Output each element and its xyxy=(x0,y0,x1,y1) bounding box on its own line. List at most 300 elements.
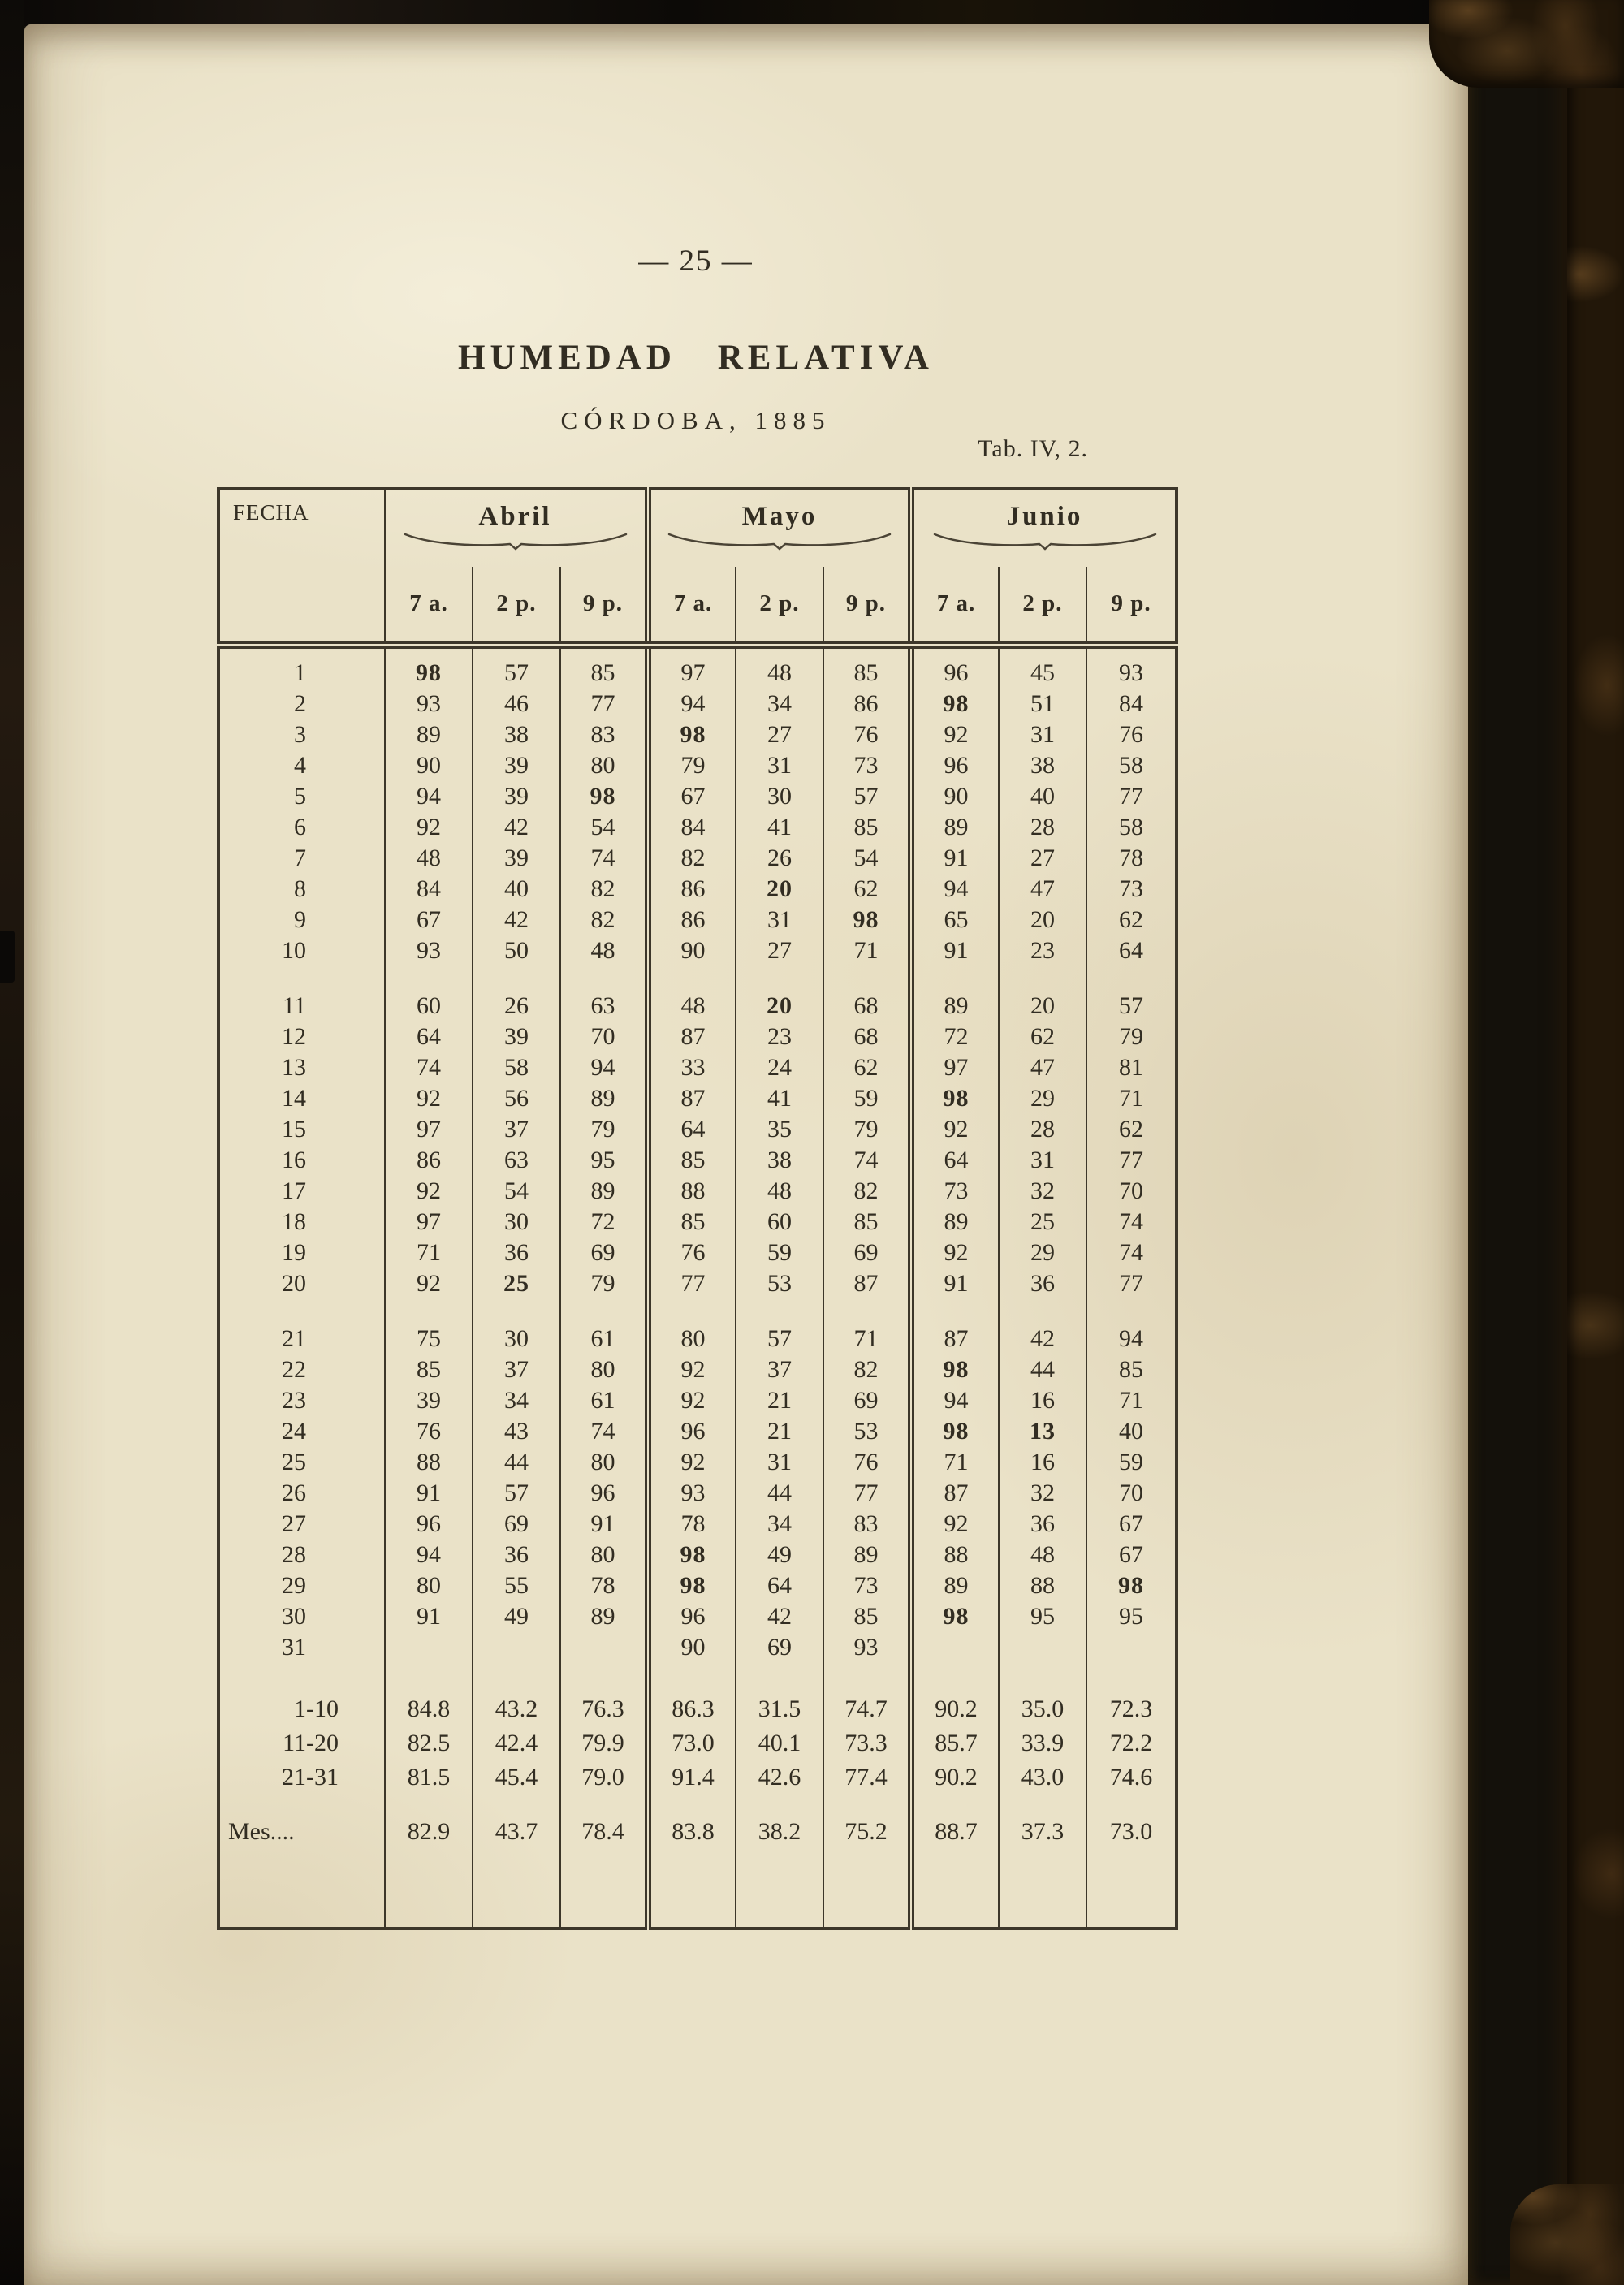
value-cell: 84 xyxy=(385,874,473,905)
value-cell: 85 xyxy=(648,1145,736,1176)
value-cell: 98 xyxy=(648,719,736,750)
value-cell: 77 xyxy=(1086,781,1177,812)
value-cell: 25 xyxy=(473,1268,560,1299)
table-row xyxy=(218,1478,1177,1509)
value-cell xyxy=(999,1632,1086,1663)
value-cell: 69 xyxy=(823,1385,911,1416)
value-cell: 36 xyxy=(473,1540,560,1570)
value-cell: 73 xyxy=(1086,874,1177,905)
value-cell xyxy=(560,1663,648,1692)
value-cell: 62 xyxy=(823,1052,911,1083)
value-cell: 44 xyxy=(999,1354,1086,1385)
value-cell: 92 xyxy=(911,1509,999,1540)
value-cell: 34 xyxy=(473,1385,560,1416)
value-cell xyxy=(473,1795,560,1812)
value-cell xyxy=(473,1299,560,1324)
row-label: 24 xyxy=(282,1418,306,1445)
row-label: 27 xyxy=(282,1510,306,1537)
value-cell xyxy=(385,1851,473,1929)
value-cell xyxy=(823,1851,911,1929)
value-cell: 73 xyxy=(911,1176,999,1207)
value-cell: 96 xyxy=(911,750,999,781)
row-label: 22 xyxy=(282,1356,306,1383)
value-cell xyxy=(823,1299,911,1324)
row-label xyxy=(218,1299,385,1324)
value-cell: 79 xyxy=(823,1114,911,1145)
value-cell: 61 xyxy=(560,1324,648,1354)
value-cell: 50 xyxy=(473,935,560,966)
value-cell: 67 xyxy=(1086,1540,1177,1570)
value-cell xyxy=(736,966,823,991)
value-cell xyxy=(560,1851,648,1929)
time-header: 2 p. xyxy=(736,567,823,645)
value-cell: 83 xyxy=(823,1509,911,1540)
row-label: 25 xyxy=(282,1449,306,1475)
value-cell xyxy=(823,966,911,991)
value-cell: 81 xyxy=(1086,1052,1177,1083)
value-cell xyxy=(911,1663,999,1692)
value-cell: 31 xyxy=(999,1145,1086,1176)
value-cell: 45 xyxy=(999,658,1086,689)
row-label: 2 xyxy=(294,690,306,717)
value-cell: 41 xyxy=(736,1083,823,1114)
value-cell: 59 xyxy=(1086,1447,1177,1478)
value-cell: 78 xyxy=(1086,843,1177,874)
row-label: 16 xyxy=(282,1147,306,1173)
row-label: 20 xyxy=(282,1270,306,1297)
table-row xyxy=(218,1114,1177,1145)
value-cell: 23 xyxy=(999,935,1086,966)
value-cell: 63 xyxy=(473,1145,560,1176)
value-cell xyxy=(473,1663,560,1692)
value-cell: 30 xyxy=(736,781,823,812)
table-row xyxy=(218,658,1177,689)
value-cell xyxy=(911,1851,999,1929)
value-cell: 98 xyxy=(385,658,473,689)
value-cell: 90 xyxy=(648,935,736,966)
value-cell: 93 xyxy=(648,1478,736,1509)
month-brace xyxy=(402,532,629,551)
value-cell: 58 xyxy=(1086,750,1177,781)
value-cell: 25 xyxy=(999,1207,1086,1238)
value-cell: 93 xyxy=(823,1632,911,1663)
value-cell: 69 xyxy=(823,1238,911,1268)
value-cell xyxy=(911,1795,999,1812)
value-cell: 39 xyxy=(473,843,560,874)
value-cell xyxy=(1086,645,1177,658)
value-cell xyxy=(473,645,560,658)
table-row xyxy=(218,689,1177,719)
value-cell: 90.2 xyxy=(911,1760,999,1795)
value-cell: 40 xyxy=(473,874,560,905)
value-cell: 70 xyxy=(560,1022,648,1052)
value-cell: 91 xyxy=(911,1268,999,1299)
value-cell: 79 xyxy=(1086,1022,1177,1052)
value-cell: 94 xyxy=(911,1385,999,1416)
value-cell: 76 xyxy=(823,719,911,750)
value-cell: 78 xyxy=(648,1509,736,1540)
value-cell xyxy=(736,1299,823,1324)
value-cell: 90.2 xyxy=(911,1692,999,1726)
binding-clip xyxy=(0,931,15,983)
value-cell: 93 xyxy=(385,935,473,966)
month-header-abril xyxy=(385,489,648,567)
value-cell xyxy=(560,1795,648,1812)
table-row xyxy=(218,1692,1177,1726)
value-cell: 42 xyxy=(999,1324,1086,1354)
value-cell: 92 xyxy=(648,1354,736,1385)
month-brace xyxy=(666,532,893,551)
value-cell: 36 xyxy=(999,1509,1086,1540)
value-cell: 20 xyxy=(736,991,823,1022)
page-number: — 25 — xyxy=(638,244,754,278)
value-cell: 77 xyxy=(648,1268,736,1299)
value-cell: 89 xyxy=(823,1540,911,1570)
value-cell: 83.8 xyxy=(648,1812,736,1851)
humidity-table xyxy=(217,487,1178,1930)
value-cell xyxy=(648,1663,736,1692)
value-cell: 82 xyxy=(823,1176,911,1207)
row-label: 28 xyxy=(282,1541,306,1568)
value-cell: 48 xyxy=(385,843,473,874)
value-cell: 91.4 xyxy=(648,1760,736,1795)
value-cell: 95 xyxy=(560,1145,648,1176)
value-cell: 32 xyxy=(999,1478,1086,1509)
month-name: Abril xyxy=(478,502,552,531)
value-cell: 91 xyxy=(385,1478,473,1509)
value-cell: 92 xyxy=(911,719,999,750)
value-cell: 95 xyxy=(999,1601,1086,1632)
value-cell: 29 xyxy=(999,1238,1086,1268)
value-cell: 80 xyxy=(648,1324,736,1354)
table-row xyxy=(218,781,1177,812)
value-cell: 29 xyxy=(999,1083,1086,1114)
book-page-edges xyxy=(1468,21,1569,2285)
table-row xyxy=(218,1509,1177,1540)
value-cell xyxy=(911,645,999,658)
value-cell: 89 xyxy=(560,1601,648,1632)
row-label: 1 xyxy=(294,659,306,686)
value-cell: 65 xyxy=(911,905,999,935)
value-cell: 54 xyxy=(560,812,648,843)
row-label: 14 xyxy=(282,1085,306,1112)
value-cell: 91 xyxy=(911,935,999,966)
value-cell: 87 xyxy=(911,1478,999,1509)
value-cell: 74 xyxy=(823,1145,911,1176)
value-cell: 64 xyxy=(911,1145,999,1176)
value-cell: 31.5 xyxy=(736,1692,823,1726)
value-cell: 30 xyxy=(473,1207,560,1238)
value-cell: 71 xyxy=(911,1447,999,1478)
value-cell: 39 xyxy=(473,750,560,781)
value-cell: 63 xyxy=(560,991,648,1022)
book-cover-corner-top-right xyxy=(1429,0,1624,88)
value-cell: 24 xyxy=(736,1052,823,1083)
value-cell: 92 xyxy=(911,1114,999,1145)
humidity-table-wrapper xyxy=(217,487,1178,1930)
value-cell: 82 xyxy=(560,905,648,935)
value-cell: 76.3 xyxy=(560,1692,648,1726)
value-cell: 92 xyxy=(648,1385,736,1416)
value-cell: 74 xyxy=(1086,1207,1177,1238)
value-cell: 98 xyxy=(823,905,911,935)
value-cell: 76 xyxy=(1086,719,1177,750)
value-cell: 79 xyxy=(560,1268,648,1299)
value-cell xyxy=(648,645,736,658)
value-cell: 85 xyxy=(823,812,911,843)
row-label: 11 xyxy=(283,992,306,1019)
value-cell: 80 xyxy=(560,1354,648,1385)
value-cell xyxy=(999,966,1086,991)
value-cell: 36 xyxy=(473,1238,560,1268)
value-cell: 85 xyxy=(560,658,648,689)
value-cell: 49 xyxy=(473,1601,560,1632)
value-cell: 94 xyxy=(385,781,473,812)
value-cell: 42.6 xyxy=(736,1760,823,1795)
table-head xyxy=(218,489,1177,645)
value-cell: 27 xyxy=(736,935,823,966)
value-cell: 42 xyxy=(736,1601,823,1632)
value-cell: 57 xyxy=(473,1478,560,1509)
value-cell: 81.5 xyxy=(385,1760,473,1795)
book-cover-right xyxy=(1567,0,1624,2285)
value-cell: 40.1 xyxy=(736,1726,823,1760)
row-label: 18 xyxy=(282,1208,306,1235)
value-cell: 57 xyxy=(736,1324,823,1354)
month-brace xyxy=(931,532,1159,551)
table-row xyxy=(218,1601,1177,1632)
value-cell: 88 xyxy=(999,1570,1086,1601)
value-cell: 79.0 xyxy=(560,1760,648,1795)
value-cell: 44 xyxy=(736,1478,823,1509)
value-cell: 48 xyxy=(560,935,648,966)
value-cell: 39 xyxy=(385,1385,473,1416)
value-cell: 42 xyxy=(473,812,560,843)
value-cell xyxy=(560,966,648,991)
value-cell: 92 xyxy=(385,812,473,843)
value-cell: 51 xyxy=(999,689,1086,719)
value-cell: 85 xyxy=(823,1207,911,1238)
document-subtitle: CÓRDOBA, 1885 xyxy=(560,406,831,434)
value-cell: 37 xyxy=(473,1354,560,1385)
document-title: HUMEDAD RELATIVA xyxy=(458,339,934,377)
table-row xyxy=(218,874,1177,905)
value-cell: 68 xyxy=(823,991,911,1022)
value-cell: 77 xyxy=(1086,1268,1177,1299)
value-cell: 94 xyxy=(560,1052,648,1083)
value-cell: 39 xyxy=(473,1022,560,1052)
value-cell: 20 xyxy=(999,905,1086,935)
value-cell: 97 xyxy=(648,658,736,689)
value-cell: 23 xyxy=(736,1022,823,1052)
value-cell: 40 xyxy=(1086,1416,1177,1447)
value-cell xyxy=(911,1632,999,1663)
value-cell: 91 xyxy=(560,1509,648,1540)
table-row xyxy=(218,719,1177,750)
value-cell: 71 xyxy=(1086,1083,1177,1114)
value-cell xyxy=(385,645,473,658)
value-cell: 73 xyxy=(823,1570,911,1601)
table-row xyxy=(218,1416,1177,1447)
row-label xyxy=(218,966,385,991)
value-cell: 89 xyxy=(560,1176,648,1207)
value-cell: 16 xyxy=(999,1385,1086,1416)
row-label: 4 xyxy=(294,752,306,779)
value-cell: 30 xyxy=(473,1324,560,1354)
value-cell: 77 xyxy=(560,689,648,719)
value-cell xyxy=(648,1795,736,1812)
value-cell xyxy=(560,645,648,658)
value-cell: 89 xyxy=(560,1083,648,1114)
table-row xyxy=(218,1760,1177,1795)
value-cell: 96 xyxy=(648,1416,736,1447)
value-cell: 87 xyxy=(648,1083,736,1114)
value-cell: 21 xyxy=(736,1385,823,1416)
value-cell: 69 xyxy=(736,1632,823,1663)
value-cell: 38 xyxy=(473,719,560,750)
value-cell: 93 xyxy=(385,689,473,719)
value-cell: 61 xyxy=(560,1385,648,1416)
value-cell: 60 xyxy=(736,1207,823,1238)
table-row xyxy=(218,1299,1177,1324)
value-cell: 98 xyxy=(911,1416,999,1447)
book-cover-top xyxy=(0,0,1624,26)
value-cell: 31 xyxy=(736,905,823,935)
table-row xyxy=(218,1795,1177,1812)
value-cell: 89 xyxy=(911,1570,999,1601)
value-cell: 20 xyxy=(999,991,1086,1022)
value-cell xyxy=(385,1632,473,1663)
value-cell: 72.2 xyxy=(1086,1726,1177,1760)
value-cell: 71 xyxy=(385,1238,473,1268)
value-cell: 79 xyxy=(648,750,736,781)
value-cell: 41 xyxy=(736,812,823,843)
row-label: 13 xyxy=(282,1054,306,1081)
value-cell xyxy=(385,966,473,991)
value-cell: 74 xyxy=(385,1052,473,1083)
value-cell: 71 xyxy=(823,935,911,966)
value-cell xyxy=(999,1299,1086,1324)
value-cell xyxy=(473,1632,560,1663)
value-cell xyxy=(999,1663,1086,1692)
value-cell: 35.0 xyxy=(999,1692,1086,1726)
row-label: Mes.... xyxy=(228,1818,295,1845)
value-cell: 71 xyxy=(1086,1385,1177,1416)
time-header: 9 p. xyxy=(560,567,648,645)
value-cell: 62 xyxy=(1086,905,1177,935)
value-cell: 45.4 xyxy=(473,1760,560,1795)
table-row xyxy=(218,1632,1177,1663)
value-cell xyxy=(385,1299,473,1324)
value-cell: 38 xyxy=(736,1145,823,1176)
value-cell: 92 xyxy=(385,1268,473,1299)
month-name: Mayo xyxy=(741,502,818,531)
value-cell xyxy=(736,645,823,658)
table-row xyxy=(218,645,1177,658)
value-cell: 76 xyxy=(648,1238,736,1268)
value-cell: 31 xyxy=(999,719,1086,750)
value-cell: 86 xyxy=(823,689,911,719)
value-cell xyxy=(911,966,999,991)
value-cell: 48 xyxy=(999,1540,1086,1570)
time-header: 2 p. xyxy=(999,567,1086,645)
value-cell: 37 xyxy=(473,1114,560,1145)
value-cell xyxy=(385,1663,473,1692)
value-cell: 62 xyxy=(1086,1114,1177,1145)
value-cell xyxy=(1086,966,1177,991)
value-cell: 96 xyxy=(560,1478,648,1509)
value-cell: 73 xyxy=(823,750,911,781)
value-cell: 32 xyxy=(999,1176,1086,1207)
value-cell xyxy=(823,1795,911,1812)
table-row xyxy=(218,750,1177,781)
value-cell xyxy=(999,1851,1086,1929)
value-cell xyxy=(1086,1795,1177,1812)
row-label: 23 xyxy=(282,1387,306,1414)
row-label: 31 xyxy=(282,1634,306,1661)
value-cell: 88 xyxy=(911,1540,999,1570)
value-cell xyxy=(736,1795,823,1812)
month-header-mayo xyxy=(648,489,911,567)
value-cell: 84 xyxy=(648,812,736,843)
value-cell: 33.9 xyxy=(999,1726,1086,1760)
value-cell xyxy=(736,1851,823,1929)
value-cell: 34 xyxy=(736,1509,823,1540)
value-cell: 96 xyxy=(385,1509,473,1540)
value-cell: 92 xyxy=(648,1447,736,1478)
value-cell: 69 xyxy=(560,1238,648,1268)
value-cell: 64 xyxy=(648,1114,736,1145)
value-cell: 77 xyxy=(823,1478,911,1509)
table-row xyxy=(218,843,1177,874)
row-label: 21-31 xyxy=(282,1764,339,1790)
value-cell: 86 xyxy=(385,1145,473,1176)
value-cell: 87 xyxy=(823,1268,911,1299)
value-cell: 40 xyxy=(999,781,1086,812)
value-cell: 90 xyxy=(385,750,473,781)
value-cell: 33 xyxy=(648,1052,736,1083)
table-row xyxy=(218,1176,1177,1207)
value-cell: 20 xyxy=(736,874,823,905)
table-row xyxy=(218,966,1177,991)
value-cell: 98 xyxy=(648,1570,736,1601)
value-cell: 73.3 xyxy=(823,1726,911,1760)
value-cell: 98 xyxy=(648,1540,736,1570)
row-label: 29 xyxy=(282,1572,306,1599)
table-row xyxy=(218,905,1177,935)
value-cell: 91 xyxy=(911,843,999,874)
value-cell: 78 xyxy=(560,1570,648,1601)
value-cell: 57 xyxy=(823,781,911,812)
row-label: 6 xyxy=(294,814,306,840)
month-name: Junio xyxy=(1006,502,1083,531)
value-cell: 43.0 xyxy=(999,1760,1086,1795)
value-cell: 67 xyxy=(648,781,736,812)
value-cell: 80 xyxy=(560,1447,648,1478)
table-row xyxy=(218,1726,1177,1760)
time-header: 7 a. xyxy=(385,567,473,645)
value-cell: 86 xyxy=(648,905,736,935)
value-cell: 62 xyxy=(823,874,911,905)
value-cell: 98 xyxy=(1086,1570,1177,1601)
row-label: 12 xyxy=(282,1023,306,1050)
value-cell: 62 xyxy=(999,1022,1086,1052)
value-cell: 57 xyxy=(1086,991,1177,1022)
value-cell: 58 xyxy=(1086,812,1177,843)
value-cell: 89 xyxy=(911,991,999,1022)
value-cell: 60 xyxy=(385,991,473,1022)
value-cell: 79.9 xyxy=(560,1726,648,1760)
